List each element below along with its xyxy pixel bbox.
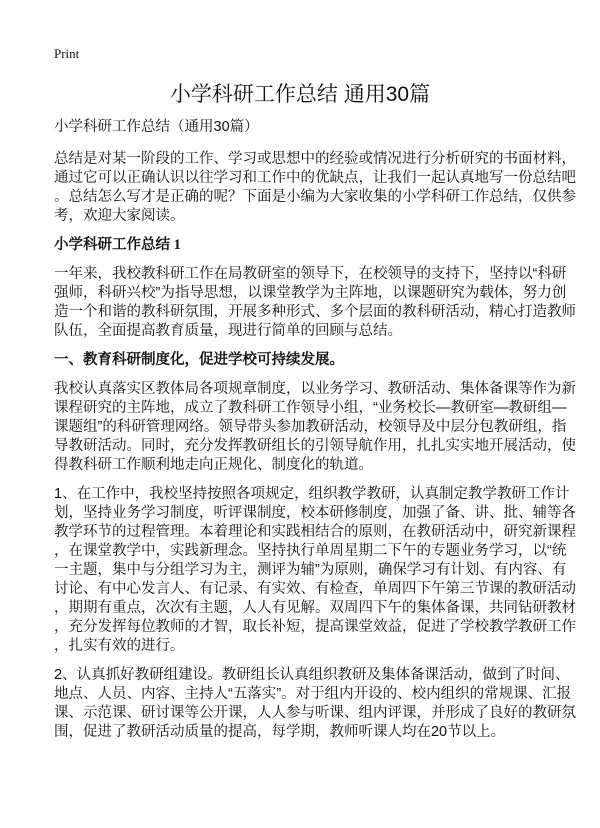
text-line: 导教研活动。同时，充分发挥教研组长的引领导航作用，扎扎实实地开展活动，使 [54,438,576,454]
text-line: 总结是对某一阶段的工作、学习或思想中的经验或情况进行分析研究的书面材料， [54,151,576,167]
text-line: 地点、人员、内容、主持人“五落实”。对于组内开设的、校内组织的常规课、汇报 [54,686,572,702]
paragraph [54,380,576,475]
text-line: 课题组”的科研管理网络。领导带头参加教研活动，校领导及中层分包教研组，指 [54,419,567,435]
text-line: 教学环节的过程管理。本着理论和实践相结合的原则，在教研活动中，研究新课程 [54,524,576,540]
paragraph [54,265,576,341]
text-line: 得教科研工作顺利地走向正规化、制度化的轨道。 [54,457,373,473]
text-line: ，在课堂教学中，实践新理念。坚持执行单周星期二下午的专题业务学习，以“统 [54,543,567,559]
text-line: 。总结怎么写才是正确的呢？下面是小编为大家收集的小学科研工作总结，仅供参 [54,189,576,205]
text-line: 1、在工作中，我校坚持按照各项规定，组织教学教研，认真制定教学教研工作计 [54,486,570,502]
document-body [54,118,576,752]
text-line: 一主题，集中与分组学习为主，测评为辅”为原则，确保学习有计划、有内容、有 [54,562,567,578]
subsection-heading: 一、教育科研制度化，促进学校可持续发展。 [54,352,344,368]
text-line: 课程研究的主阵地，成立了教科研工作领导小组，“业务校长—教研室—教研组— [54,400,567,416]
subtitle: 小学科研工作总结（通用30篇） [54,119,259,135]
page-title: 小学科研工作总结 通用30篇 [169,83,431,106]
text-line: 课、示范课、研讨课等公开课，人人参与听课、组内评课，并形成了良好的教研氛 [54,705,576,721]
text-line: 围，促进了教研活动质量的提高，每学期，教师听课人均在20节以上。 [54,724,506,740]
text-line: 造一个和谐的教科研氛围，开展多种形式、多个层面的教科研活动，精心打造教师 [54,304,576,320]
text-line: 我校认真落实区教体局各项规章制度，以业务学习、教研活动、集体备课等作为新 [54,381,576,397]
paragraph [54,485,576,656]
text-line: 通过它可以正确认识以往学习和工作中的优缺点，让我们一起认真地写一份总结吧 [54,170,576,186]
text-line: ，充分发挥每位教师的才智，取长补短，提高课堂效益，促进了学校教学教研工作 [54,619,576,635]
text-line: 队伍，全面提高教育质量，现进行简单的回顾与总结。 [54,323,402,339]
text-line: 划，坚持业务学习制度，听评课制度，校本研修制度，加强了备、讲、批、辅等各 [54,505,576,521]
text-line: 讨论、有中心发言人、有记录、有实效、有检查，单周四下午第三节课的教研活动 [54,581,576,597]
paragraph [54,666,576,742]
print-link[interactable]: Print [54,46,80,61]
text-line: 强师，科研兴校”为指导思想，以课堂教学为主阵地，以课题研究为载体，努力创 [54,285,567,301]
intro-paragraph [54,150,576,226]
text-line: ，扎实有效的进行。 [54,638,185,654]
text-line: 一年来，我校教科研工作在局教研室的领导下，在校领导的支持下，坚持以“科研 [54,266,567,282]
text-line: ，期期有重点，次次有主题，人人有见解。双周四下午的集体备课，共同钻研教材 [54,600,576,616]
section-heading: 小学科研工作总结 1 [54,237,181,253]
text-line: 2、认真抓好教研组建设。教研组长认真组织教研及集体备课活动，做到了时间、 [54,667,570,683]
text-line: 考，欢迎大家阅读。 [54,208,185,224]
